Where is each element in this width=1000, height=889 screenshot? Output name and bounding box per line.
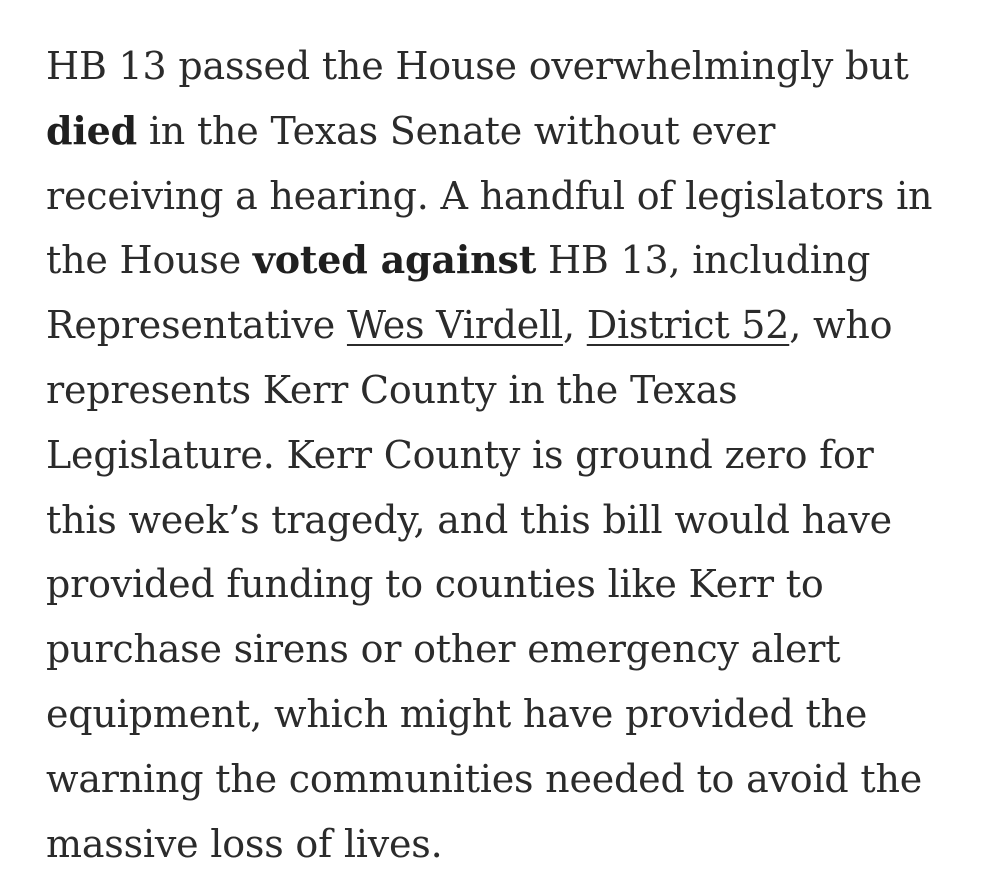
text-segment: HB 13, including	[536, 238, 871, 283]
text-line: Legislature. Kerr County is ground zero for	[46, 432, 874, 477]
text-line: provided funding to counties like Kerr to	[46, 562, 824, 607]
text-segment: the House	[46, 238, 253, 283]
text-line	[46, 293, 976, 358]
text-line: warning the communities needed to avoid the	[46, 756, 923, 801]
wes-virdell-link[interactable]: Wes Virdell	[346, 303, 563, 348]
text-line: receiving a hearing. A handful of legislators in	[46, 173, 933, 218]
text-line: purchase sirens or other emergency alert	[46, 627, 841, 672]
text-segment: Representative	[46, 303, 347, 348]
emphasis-voted-against: voted against	[252, 237, 537, 283]
text-segment: ,	[562, 303, 587, 348]
text-segment: , who	[789, 303, 893, 348]
text-line: equipment, which might have provided the	[46, 691, 868, 736]
text-line: this week’s tragedy, and this bill would have	[46, 497, 892, 542]
text-line: represents Kerr County in the Texas	[46, 367, 738, 412]
text-segment: in the Texas Senate without ever	[136, 108, 776, 153]
emphasis-died: died	[46, 107, 137, 153]
text-line: massive loss of lives.	[46, 821, 443, 866]
text-line	[46, 228, 976, 293]
text-line	[46, 99, 976, 164]
text-line: HB 13 passed the House overwhelmingly but	[46, 44, 909, 88]
district-52-link[interactable]: District 52	[586, 303, 790, 348]
article-paragraph	[46, 34, 976, 876]
